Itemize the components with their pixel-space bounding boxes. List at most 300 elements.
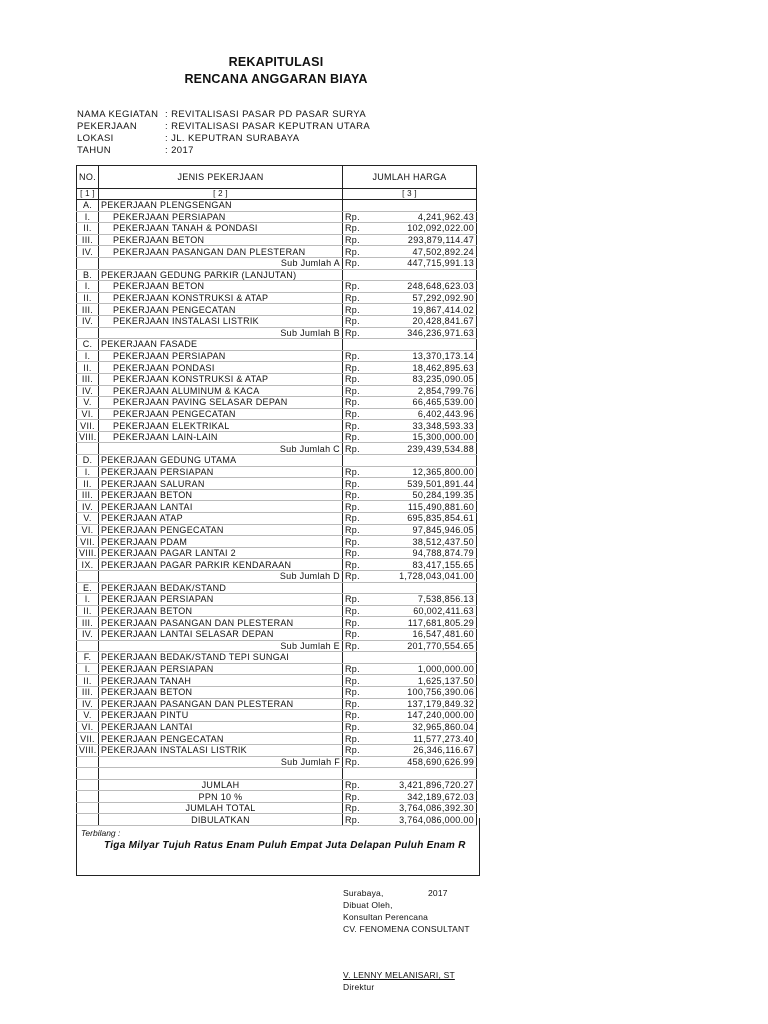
info-row-kegiatan [77, 109, 370, 121]
table-row [77, 536, 477, 548]
row-amount [373, 200, 477, 212]
subtotal-label: Sub Jumlah E [99, 640, 343, 652]
row-name: PEKERJAAN PENGECATAN [99, 733, 343, 745]
header-jenis: JENIS PEKERJAAN [99, 166, 343, 189]
table-row [77, 489, 477, 501]
table-row [77, 524, 477, 536]
signature-position: Direktur [343, 982, 375, 992]
table-row [77, 594, 477, 606]
table-row [77, 223, 477, 235]
row-rp: Rp. [343, 640, 373, 652]
row-amount: 57,292,092.90 [373, 292, 477, 304]
row-amount: 33,348,593.33 [373, 420, 477, 432]
row-amount: 248,648,623.03 [373, 281, 477, 293]
row-no: D. [77, 455, 99, 467]
subtotal-label: Sub Jumlah B [99, 327, 343, 339]
subtotal-row [77, 443, 477, 455]
section-title: PEKERJAAN BEDAK/STAND [99, 582, 343, 594]
row-rp: Rp. [343, 686, 373, 698]
total-label: JUMLAH TOTAL [99, 802, 343, 814]
row-rp: Rp. [343, 547, 373, 559]
row-amount [373, 455, 477, 467]
row-rp: Rp. [343, 292, 373, 304]
row-no: VII. [77, 733, 99, 745]
table-row [77, 385, 477, 397]
row-name: PEKERJAAN PAGAR LANTAI 2 [99, 547, 343, 559]
row-rp: Rp. [343, 744, 373, 756]
row-rp: Rp. [343, 257, 373, 269]
row-amount: 539,501,891.44 [373, 478, 477, 490]
row-amount: 13,370,173.14 [373, 350, 477, 362]
info-value: : REVITALISASI PASAR PD PASAR SURYA [165, 109, 367, 120]
row-no [77, 640, 99, 652]
row-name: PEKERJAAN TANAH [99, 675, 343, 687]
row-no: IX. [77, 559, 99, 571]
subtotal-row [77, 571, 477, 583]
row-amount: 3,764,086,000.00 [373, 814, 477, 826]
row-no: III. [77, 617, 99, 629]
row-no: I. [77, 594, 99, 606]
total-row [77, 779, 477, 791]
row-no: IV. [77, 246, 99, 258]
table-row [77, 420, 477, 432]
row-rp: Rp. [343, 443, 373, 455]
row-rp: Rp. [343, 350, 373, 362]
info-value: : REVITALISASI PASAR KEPUTRAN UTARA [165, 121, 371, 132]
row-rp: Rp. [343, 397, 373, 409]
row-no: F. [77, 652, 99, 664]
row-no: C. [77, 339, 99, 351]
row-rp: Rp. [343, 605, 373, 617]
table-row [77, 698, 477, 710]
row-no: VI. [77, 408, 99, 420]
header-jumlah: JUMLAH HARGA [343, 166, 477, 189]
row-no: II. [77, 223, 99, 235]
row-amount: 3,421,896,720.27 [373, 779, 477, 791]
row-amount: 695,835,854.61 [373, 513, 477, 525]
row-rp: Rp. [343, 536, 373, 548]
row-rp: Rp. [343, 594, 373, 606]
table-index-row [77, 189, 477, 200]
row-amount [373, 269, 477, 281]
table-row [77, 281, 477, 293]
row-amount: 32,965,860.04 [373, 721, 477, 733]
row-name: PEKERJAAN PAGAR PARKIR KENDARAAN [99, 559, 343, 571]
row-amount: 6,402,443.96 [373, 408, 477, 420]
table-row [77, 246, 477, 258]
row-no [77, 443, 99, 455]
section-title: PEKERJAAN GEDUNG UTAMA [99, 455, 343, 467]
row-name: PEKERJAAN TANAH & PONDASI [99, 223, 343, 235]
signature-name: V. LENNY MELANISARI, ST [343, 970, 455, 980]
row-no: VI. [77, 524, 99, 536]
section-row [77, 652, 477, 664]
row-name: PEKERJAAN INSTALASI LISTRIK [99, 744, 343, 756]
row-amount: 47,502,892.24 [373, 246, 477, 258]
table-row [77, 675, 477, 687]
row-no: III. [77, 304, 99, 316]
row-name: PEKERJAAN LAIN-LAIN [99, 431, 343, 443]
row-amount: 11,577,273.40 [373, 733, 477, 745]
row-amount: 83,417,155.65 [373, 559, 477, 571]
row-rp [343, 339, 373, 351]
row-no: IV. [77, 501, 99, 513]
row-rp: Rp. [343, 223, 373, 235]
row-name: PEKERJAAN BETON [99, 605, 343, 617]
row-amount: 83,235,090.05 [373, 373, 477, 385]
row-no: II. [77, 362, 99, 374]
row-name: PEKERJAAN PERSIAPAN [99, 211, 343, 223]
row-amount [373, 582, 477, 594]
row-no: II. [77, 478, 99, 490]
row-name: PEKERJAAN PDAM [99, 536, 343, 548]
row-no: IV. [77, 698, 99, 710]
subtotal-row [77, 640, 477, 652]
row-amount: 97,845,946.05 [373, 524, 477, 536]
section-row [77, 455, 477, 467]
signature-date [343, 888, 448, 898]
row-no [77, 257, 99, 269]
subtotal-row [77, 327, 477, 339]
section-title: PEKERJAAN BEDAK/STAND TEPI SUNGAI [99, 652, 343, 664]
row-rp: Rp. [343, 431, 373, 443]
row-rp: Rp. [343, 385, 373, 397]
row-amount: 38,512,437.50 [373, 536, 477, 548]
row-amount: 18,462,895.63 [373, 362, 477, 374]
row-rp: Rp. [343, 814, 373, 826]
table-row [77, 292, 477, 304]
row-no [77, 756, 99, 768]
table-row [77, 501, 477, 513]
row-no [77, 327, 99, 339]
row-amount: 100,756,390.06 [373, 686, 477, 698]
row-amount: 201,770,554.65 [373, 640, 477, 652]
row-amount: 3,764,086,392.30 [373, 802, 477, 814]
row-name: PEKERJAAN BETON [99, 281, 343, 293]
subtotal-label: Sub Jumlah D [99, 571, 343, 583]
table-row [77, 605, 477, 617]
row-amount [373, 768, 477, 780]
table-row [77, 721, 477, 733]
row-rp: Rp. [343, 489, 373, 501]
row-amount: 12,365,800.00 [373, 466, 477, 478]
row-no: III. [77, 489, 99, 501]
row-no: VIII. [77, 547, 99, 559]
terbilang-text: Tiga Milyar Tujuh Ratus Enam Puluh Empat Juta Delapan Puluh Enam R [104, 840, 466, 851]
row-amount [373, 339, 477, 351]
total-label: PPN 10 % [99, 791, 343, 803]
table-row [77, 373, 477, 385]
table-header-row [77, 166, 477, 189]
row-rp: Rp. [343, 698, 373, 710]
row-amount: 94,788,874.79 [373, 547, 477, 559]
row-amount: 1,625,137.50 [373, 675, 477, 687]
row-amount: 117,681,805.29 [373, 617, 477, 629]
table-row [77, 547, 477, 559]
table-row [77, 663, 477, 675]
row-rp: Rp. [343, 524, 373, 536]
row-name: PEKERJAAN LANTAI [99, 721, 343, 733]
row-rp: Rp. [343, 791, 373, 803]
table-row [77, 211, 477, 223]
subtotal-row [77, 756, 477, 768]
row-amount: 7,538,856.13 [373, 594, 477, 606]
row-no: VII. [77, 420, 99, 432]
row-name: PEKERJAAN PENGECATAN [99, 408, 343, 420]
row-rp: Rp. [343, 420, 373, 432]
signature-company: CV. FENOMENA CONSULTANT [343, 924, 470, 934]
row-amount: 66,465,539.00 [373, 397, 477, 409]
row-rp: Rp. [343, 628, 373, 640]
table-row [77, 431, 477, 443]
row-amount: 4,241,962.43 [373, 211, 477, 223]
row-no: I. [77, 350, 99, 362]
row-rp: Rp. [343, 571, 373, 583]
table-row [77, 397, 477, 409]
row-no: A. [77, 200, 99, 212]
row-amount: 293,879,114.47 [373, 234, 477, 246]
row-no: IV. [77, 628, 99, 640]
row-no [77, 779, 99, 791]
info-row-lokasi [77, 133, 370, 145]
table-row [77, 710, 477, 722]
row-rp: Rp. [343, 733, 373, 745]
row-amount [373, 652, 477, 664]
row-name: PEKERJAAN PENGECATAN [99, 304, 343, 316]
row-amount: 458,690,626.99 [373, 756, 477, 768]
row-no: III. [77, 686, 99, 698]
row-name: PEKERJAAN PONDASI [99, 362, 343, 374]
row-name: PEKERJAAN PAVING SELASAR DEPAN [99, 397, 343, 409]
subtotal-label: Sub Jumlah F [99, 756, 343, 768]
index-2: [ 2 ] [99, 189, 343, 200]
table-row [77, 315, 477, 327]
row-name: PEKERJAAN LANTAI SELASAR DEPAN [99, 628, 343, 640]
row-name: PEKERJAAN SALURAN [99, 478, 343, 490]
row-name: PEKERJAAN BETON [99, 489, 343, 501]
row-no: VIII. [77, 431, 99, 443]
row-no: IV. [77, 385, 99, 397]
section-row [77, 339, 477, 351]
row-name: PEKERJAAN KONSTRUKSI & ATAP [99, 292, 343, 304]
row-amount: 346,236,971.63 [373, 327, 477, 339]
table-row [77, 408, 477, 420]
index-1: [ 1 ] [77, 189, 99, 200]
row-rp: Rp. [343, 304, 373, 316]
info-row-tahun [77, 145, 370, 157]
row-no: II. [77, 292, 99, 304]
row-amount: 115,490,881.60 [373, 501, 477, 513]
row-rp: Rp. [343, 466, 373, 478]
row-rp: Rp. [343, 617, 373, 629]
row-rp: Rp. [343, 234, 373, 246]
row-amount: 20,428,841.67 [373, 315, 477, 327]
row-rp: Rp. [343, 663, 373, 675]
row-no: I. [77, 281, 99, 293]
row-name: PEKERJAAN KONSTRUKSI & ATAP [99, 373, 343, 385]
row-amount: 2,854,799.76 [373, 385, 477, 397]
row-no: VI. [77, 721, 99, 733]
row-rp: Rp. [343, 710, 373, 722]
section-row [77, 269, 477, 281]
signature-made-by: Dibuat Oleh, [343, 900, 393, 910]
terbilang-label: Terbilang : [81, 828, 121, 838]
row-no: V. [77, 710, 99, 722]
row-rp: Rp. [343, 211, 373, 223]
row-rp: Rp. [343, 478, 373, 490]
row-amount: 60,002,411.63 [373, 605, 477, 617]
row-rp: Rp. [343, 513, 373, 525]
total-label: JUMLAH [99, 779, 343, 791]
section-row [77, 200, 477, 212]
section-title: PEKERJAAN GEDUNG PARKIR (LANJUTAN) [99, 269, 343, 281]
row-rp: Rp. [343, 721, 373, 733]
info-value: : JL. KEPUTRAN SURABAYA [165, 133, 300, 144]
row-name: PEKERJAAN ATAP [99, 513, 343, 525]
subtotal-label: Sub Jumlah A [99, 257, 343, 269]
row-rp [343, 582, 373, 594]
total-row [77, 802, 477, 814]
index-3: [ 3 ] [343, 189, 477, 200]
row-no: III. [77, 234, 99, 246]
row-name: PEKERJAAN ELEKTRIKAL [99, 420, 343, 432]
table-row [77, 362, 477, 374]
row-amount: 26,346,116.67 [373, 744, 477, 756]
row-name: PEKERJAAN PASANGAN DAN PLESTERAN [99, 698, 343, 710]
section-title: PEKERJAAN PLENGSENGAN [99, 200, 343, 212]
row-no: V. [77, 397, 99, 409]
row-no [77, 768, 99, 780]
row-amount: 1,728,043,041.00 [373, 571, 477, 583]
signature-role: Konsultan Perencana [343, 912, 429, 922]
table-row [77, 478, 477, 490]
row-name: PEKERJAAN LANTAI [99, 501, 343, 513]
row-rp: Rp. [343, 408, 373, 420]
row-no [77, 571, 99, 583]
row-amount: 147,240,000.00 [373, 710, 477, 722]
table-row [77, 628, 477, 640]
row-amount: 342,189,672.03 [373, 791, 477, 803]
row-name: PEKERJAAN PASANGAN DAN PLESTERAN [99, 246, 343, 258]
row-amount: 16,547,481.60 [373, 628, 477, 640]
row-name: PEKERJAAN PERSIAPAN [99, 594, 343, 606]
row-name: PEKERJAAN PERSIAPAN [99, 663, 343, 675]
row-name: PEKERJAAN ALUMINUM & KACA [99, 385, 343, 397]
table-row [77, 686, 477, 698]
row-name: PEKERJAAN BETON [99, 234, 343, 246]
row-no: B. [77, 269, 99, 281]
document-title: REKAPITULASI [228, 55, 324, 69]
row-rp [343, 455, 373, 467]
row-name: PEKERJAAN PASANGAN DAN PLESTERAN [99, 617, 343, 629]
table-row [77, 617, 477, 629]
signature-year: 2017 [428, 888, 448, 898]
section-row [77, 582, 477, 594]
row-rp: Rp. [343, 675, 373, 687]
table-row [77, 559, 477, 571]
table-row [77, 234, 477, 246]
row-rp: Rp. [343, 756, 373, 768]
row-name: PEKERJAAN PENGECATAN [99, 524, 343, 536]
row-name: PEKERJAAN BETON [99, 686, 343, 698]
info-label: NAMA KEGIATAN [77, 109, 159, 120]
info-row-pekerjaan [77, 121, 370, 133]
total-row [77, 791, 477, 803]
row-name: PEKERJAAN INSTALASI LISTRIK [99, 315, 343, 327]
budget-table [76, 165, 477, 826]
row-name: PEKERJAAN PERSIAPAN [99, 350, 343, 362]
row-no: II. [77, 605, 99, 617]
row-no: I. [77, 211, 99, 223]
table-row [77, 466, 477, 478]
terbilang-box [76, 818, 480, 876]
signature-city: Surabaya, [343, 888, 384, 898]
subtotal-row [77, 257, 477, 269]
row-rp: Rp. [343, 315, 373, 327]
row-no: VII. [77, 536, 99, 548]
table-row [77, 744, 477, 756]
row-no: VIII. [77, 744, 99, 756]
row-no [77, 791, 99, 803]
row-rp: Rp. [343, 501, 373, 513]
row-rp: Rp. [343, 362, 373, 374]
row-rp: Rp. [343, 373, 373, 385]
table-row [77, 350, 477, 362]
row-no [77, 802, 99, 814]
document-subtitle: RENCANA ANGGARAN BIAYA [184, 72, 368, 86]
table-row [77, 304, 477, 316]
row-name [99, 768, 343, 780]
header-no: NO. [77, 166, 99, 189]
row-rp [343, 200, 373, 212]
row-no: III. [77, 373, 99, 385]
project-info [77, 109, 370, 157]
row-no: II. [77, 675, 99, 687]
row-amount: 102,092,022.00 [373, 223, 477, 235]
subtotal-label: Sub Jumlah C [99, 443, 343, 455]
section-title: PEKERJAAN FASADE [99, 339, 343, 351]
row-rp: Rp. [343, 779, 373, 791]
row-rp: Rp. [343, 281, 373, 293]
row-rp: Rp. [343, 327, 373, 339]
row-amount: 447,715,991.13 [373, 257, 477, 269]
row-no: IV. [77, 315, 99, 327]
row-rp: Rp. [343, 802, 373, 814]
row-amount: 137,179,849.32 [373, 698, 477, 710]
row-name: PEKERJAAN PERSIAPAN [99, 466, 343, 478]
row-rp: Rp. [343, 559, 373, 571]
row-name: PEKERJAAN PINTU [99, 710, 343, 722]
row-no: I. [77, 663, 99, 675]
blank-row [77, 768, 477, 780]
row-amount: 1,000,000.00 [373, 663, 477, 675]
info-value: : 2017 [165, 145, 194, 156]
row-amount: 15,300,000.00 [373, 431, 477, 443]
row-no: E. [77, 582, 99, 594]
row-amount: 50,284,199.35 [373, 489, 477, 501]
table-row [77, 513, 477, 525]
info-label: LOKASI [77, 133, 114, 144]
row-rp [343, 768, 373, 780]
row-rp [343, 269, 373, 281]
row-amount: 19,867,414.02 [373, 304, 477, 316]
row-rp: Rp. [343, 246, 373, 258]
row-no: I. [77, 466, 99, 478]
info-label: TAHUN [77, 145, 112, 156]
row-no: V. [77, 513, 99, 525]
row-rp [343, 652, 373, 664]
info-label: PEKERJAAN [77, 121, 138, 132]
